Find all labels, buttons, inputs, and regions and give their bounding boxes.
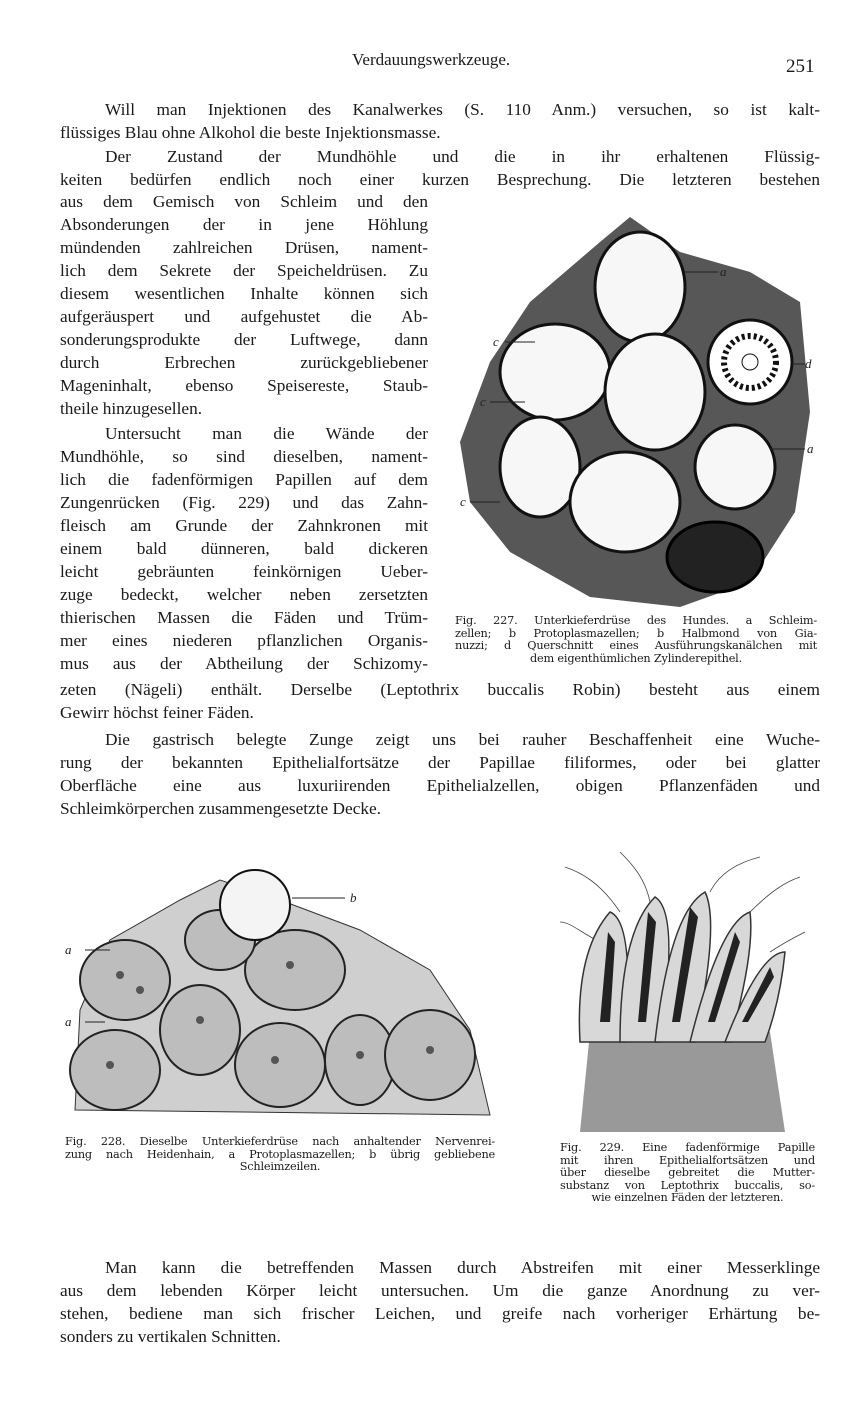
figure-228-caption xyxy=(65,1136,495,1174)
caption-line: Fig. 228. Dieselbe Unterkieferdrüse nach anhaltender Nervenrei- xyxy=(65,1135,495,1148)
caption-line: zung nach Heidenhain, a Protoplasmazellen; b übrig gebliebene xyxy=(65,1147,495,1161)
figure-227-illustration xyxy=(450,212,820,612)
caption-line: wie einzelnen Fäden der letzteren. xyxy=(591,1191,784,1204)
label-a: a xyxy=(65,1014,72,1029)
text-line: rung der bekannten Epithelialfortsätze der Papillae filiformes, oder bei glatter xyxy=(60,753,820,772)
text-line: Absonderungen der in jene Höhlung xyxy=(60,215,428,234)
text-line: Will man Injektionen des Kanalwerkes (S. 110 Anm.) versuchen, so ist kalt- xyxy=(105,100,820,119)
figure-229-caption xyxy=(560,1142,815,1205)
label-b: b xyxy=(753,554,760,569)
text-line: thierischen Massen die Fäden und Trüm- xyxy=(60,608,428,627)
text-line: stehen, bediene man sich frischer Leichen, und greife nach vorheriger Erhärtung be- xyxy=(60,1304,820,1323)
text-line: flüssiges Blau ohne Alkohol die beste Injektionsmasse. xyxy=(60,123,441,142)
text-line: Man kann die betreffenden Massen durch Abstreifen mit einer Messerklinge xyxy=(105,1258,820,1277)
figure-227-caption xyxy=(455,615,817,665)
text-line: Gewirr höchst feiner Fäden. xyxy=(60,703,254,722)
caption-line: dem eigenthümlichen Zylinderepithel. xyxy=(530,651,742,665)
label-c: c xyxy=(480,394,486,409)
text-line: lich die fadenförmigen Papillen auf dem xyxy=(60,470,428,489)
text-line: aufgeräuspert und aufgehustet die Ab- xyxy=(60,307,428,326)
label-a: a xyxy=(65,942,72,957)
text-line: aus dem Gemisch von Schleim und den xyxy=(60,192,428,211)
caption-line: Fig. 227. Unterkieferdrüse des Hundes. a Schleim- xyxy=(455,614,817,627)
text-line: mündenden zahlreichen Drüsen, nament- xyxy=(60,238,428,257)
label-d: d xyxy=(805,356,812,371)
text-line: keiten bedürfen endlich noch einer kurzen Besprechung. Die letzteren bestehen xyxy=(60,170,820,189)
text-line: mer eines niederen pflanzlichen Organis- xyxy=(60,631,428,650)
caption-line: Fig. 229. Eine fadenförmige Papille xyxy=(560,1141,815,1154)
text-line: Der Zustand der Mundhöhle und die in ihr erhaltenen Flüssig- xyxy=(105,147,820,166)
text-line: diesem wesentlichen Inhalte können sich xyxy=(60,284,428,303)
label-b: b xyxy=(350,890,357,905)
text-line: durch Erbrechen zurückgebliebener xyxy=(60,353,428,372)
caption-line: über dieselbe gebreitet die Mutter- xyxy=(560,1166,815,1179)
text-line: Die gastrisch belegte Zunge zeigt uns bei rauher Beschaffenheit eine Wuche- xyxy=(105,730,820,749)
text-line: leicht gebräunten feinkörnigen Ueber- xyxy=(60,562,428,581)
label-a: a xyxy=(807,441,814,456)
figure-228-illustration xyxy=(60,860,500,1130)
text-line: theile hinzugesellen. xyxy=(60,399,203,418)
running-header: Verdauungswerkzeuge. xyxy=(352,50,511,69)
figure-229-illustration xyxy=(560,852,805,1132)
caption-line: nuzzi; d Querschnitt eines Ausführungskanälchen mit xyxy=(455,639,817,652)
text-line: Oberfläche eine aus luxuriirenden Epithelialzellen, obigen Pflanzenfäden und xyxy=(60,776,820,795)
caption-line: zellen; b Protoplasmazellen; b Halbmond von Gia- xyxy=(455,626,817,640)
label-c: c xyxy=(460,494,466,509)
text-line: mus aus der Abtheilung der Schizomy- xyxy=(60,654,428,673)
text-line: sonders zu vertikalen Schnitten. xyxy=(60,1327,281,1346)
text-line: lich dem Sekrete der Speicheldrüsen. Zu xyxy=(60,261,428,280)
text-line: Mageninhalt, ebenso Speisereste, Staub- xyxy=(60,376,428,395)
caption-line: mit ihren Epithelialfortsätzen und xyxy=(560,1153,815,1167)
text-line: Mundhöhle, so sind dieselben, nament- xyxy=(60,447,428,466)
text-line: zeten (Nägeli) enthält. Derselbe (Leptothrix buccalis Robin) besteht aus einem xyxy=(60,680,820,699)
text-line: fleisch am Grunde der Zahnkronen mit xyxy=(60,516,428,535)
text-line: aus dem lebenden Körper leicht untersuchen. Um die ganze Anordnung zu ver- xyxy=(60,1281,820,1300)
label-a: a xyxy=(720,264,727,279)
text-line: Zungenrücken (Fig. 229) und das Zahn- xyxy=(60,493,428,512)
text-line: Untersucht man die Wände der xyxy=(105,424,428,443)
caption-line: substanz von Leptothrix buccalis, so- xyxy=(560,1178,815,1192)
label-c: c xyxy=(493,334,499,349)
caption-line: Schleimzeilen. xyxy=(239,1160,321,1173)
text-line: einem bald dünneren, bald dickeren xyxy=(60,539,428,558)
page-number: 251 xyxy=(786,56,815,77)
text-line: zuge bedeckt, welcher neben zersetzten xyxy=(60,585,428,604)
text-line: Schleimkörperchen zusammengesetzte Decke. xyxy=(60,799,382,818)
text-line: sonderungsprodukte der Luftwege, dann xyxy=(60,330,428,349)
